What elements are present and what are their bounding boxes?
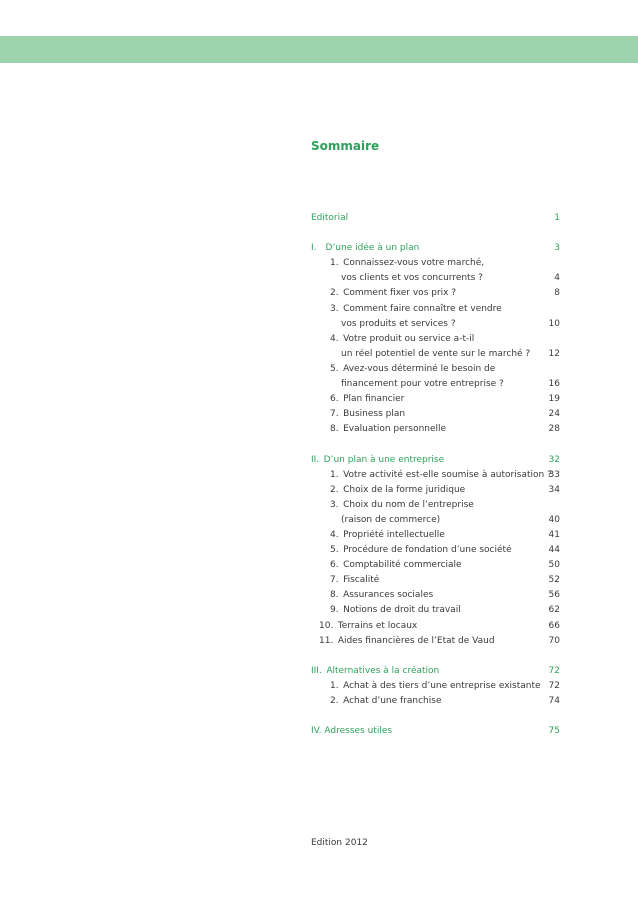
toc-entry-title: IV. Adresses utiles <box>311 726 393 737</box>
toc-entry <box>311 362 560 377</box>
toc-spacer <box>311 437 560 452</box>
toc-entry-title: 5. Procédure de fondation d’une société <box>330 545 512 556</box>
toc-section <box>311 241 560 256</box>
toc-entry-title: 7. Business plan <box>330 409 406 420</box>
toc-entry <box>311 573 560 588</box>
toc-entry-title: III. Alternatives à la création <box>311 665 440 676</box>
toc-page-number: 32 <box>548 454 560 465</box>
toc-section <box>311 211 560 226</box>
toc-entry-title: 6. Plan financier <box>330 394 405 405</box>
toc-entry <box>311 498 560 513</box>
toc-entry-title: 10. Terrains et locaux <box>319 620 418 631</box>
toc-entry-title: 7. Fiscalité <box>330 575 380 586</box>
edition-label: Edition 2012 <box>311 838 368 848</box>
toc-page-number: 10 <box>548 318 560 329</box>
page-title: Sommaire <box>311 139 380 153</box>
toc-page-number: 50 <box>548 560 560 571</box>
toc-page-number: 62 <box>548 605 560 616</box>
toc-page-number: 52 <box>548 575 560 586</box>
toc-entry-title: vos clients et vos concurrents ? <box>341 273 483 284</box>
toc-page-number: 72 <box>548 665 560 676</box>
toc-entry-title: 1. Connaissez-vous votre marché, <box>330 258 485 269</box>
toc-page-number: 12 <box>548 348 560 359</box>
toc-entry-title: 3. Choix du nom de l’entreprise <box>330 499 474 510</box>
header-band <box>0 36 638 63</box>
toc-entry-title: 6. Comptabilité commerciale <box>330 560 462 571</box>
toc-entry-title: 5. Avez-vous déterminé le besoin de <box>330 363 496 374</box>
toc-entry <box>311 271 560 286</box>
toc-entry-title: (raison de commerce) <box>341 514 441 525</box>
toc-entry <box>311 513 560 528</box>
toc-entry-title: 2. Comment fixer vos prix ? <box>330 288 457 299</box>
toc-entry <box>311 422 560 437</box>
toc-entry <box>311 347 560 362</box>
toc-entry-title: 1. Achat à des tiers d’une entreprise existante <box>330 680 541 691</box>
toc-entry-title: 4. Propriété intellectuelle <box>330 529 445 540</box>
toc-entry <box>311 332 560 347</box>
toc-entry <box>311 679 560 694</box>
toc-entry-title: 4. Votre produit ou service a-t-il <box>330 333 475 344</box>
toc-page-number: 8 <box>554 288 560 299</box>
toc-entry-title: vos produits et services ? <box>341 318 456 329</box>
toc-entry <box>311 468 560 483</box>
toc-entry-title: Editorial <box>311 213 349 223</box>
toc-entry-title: 1. Votre activité est-elle soumise à autorisation ? <box>330 469 552 480</box>
toc-section <box>311 664 560 679</box>
toc-page-number: 16 <box>548 379 560 390</box>
toc-page-number: 66 <box>548 620 560 631</box>
toc-entry <box>311 302 560 317</box>
toc-entry <box>311 558 560 573</box>
toc-entry <box>311 634 560 649</box>
toc-section <box>311 453 560 468</box>
toc-page-number: 34 <box>548 484 560 495</box>
toc-page-number: 41 <box>548 529 560 540</box>
toc-page-number: 72 <box>548 680 560 691</box>
toc-entry <box>311 483 560 498</box>
toc-page-number: 4 <box>554 273 560 284</box>
toc-entry <box>311 256 560 271</box>
toc-page-number: 33 <box>548 469 560 480</box>
toc-entry <box>311 528 560 543</box>
toc-entry-title: 3. Comment faire connaître et vendre <box>330 303 502 314</box>
toc-spacer <box>311 226 560 241</box>
toc-spacer <box>311 649 560 664</box>
toc-entry <box>311 603 560 618</box>
toc-entry <box>311 407 560 422</box>
toc-page-number: 28 <box>548 424 560 435</box>
toc-page-number: 24 <box>548 409 560 420</box>
toc-entry <box>311 317 560 332</box>
toc-entry-title: I. D’une idée à un plan <box>311 243 420 254</box>
toc-entry <box>311 588 560 603</box>
toc-page-number: 19 <box>548 394 560 405</box>
toc-entry-title: 9. Notions de droit du travail <box>330 605 461 616</box>
toc-spacer <box>311 709 560 724</box>
toc-page-number: 40 <box>548 514 560 525</box>
toc-entry <box>311 543 560 558</box>
toc-entry-title: financement pour votre entreprise ? <box>341 379 504 390</box>
toc-entry <box>311 392 560 407</box>
toc-entry <box>311 286 560 301</box>
toc-entry-title: un réel potentiel de vente sur le marché ? <box>341 348 531 359</box>
toc-entry-title: 2. Achat d’une franchise <box>330 696 442 706</box>
toc-entry-title: 11. Aides financières de l’Etat de Vaud <box>319 635 495 646</box>
toc-entry <box>311 694 560 709</box>
toc-entry-title: 2. Choix de la forme juridique <box>330 484 466 495</box>
toc-entry <box>311 619 560 634</box>
toc-section <box>311 724 560 739</box>
toc-page-number: 56 <box>548 590 560 601</box>
toc-page-number: 44 <box>548 545 560 556</box>
table-of-contents <box>311 211 560 739</box>
toc-page-number: 75 <box>548 726 560 737</box>
toc-page-number: 70 <box>548 635 560 646</box>
toc-entry-title: 8. Assurances sociales <box>330 590 434 601</box>
toc-entry-title: 8. Evaluation personnelle <box>330 424 447 435</box>
toc-entry <box>311 377 560 392</box>
toc-entry-title: II. D’un plan à une entreprise <box>311 454 445 465</box>
toc-page-number: 74 <box>548 696 560 706</box>
toc-page-number: 3 <box>554 243 560 254</box>
toc-page-number: 1 <box>554 213 560 223</box>
